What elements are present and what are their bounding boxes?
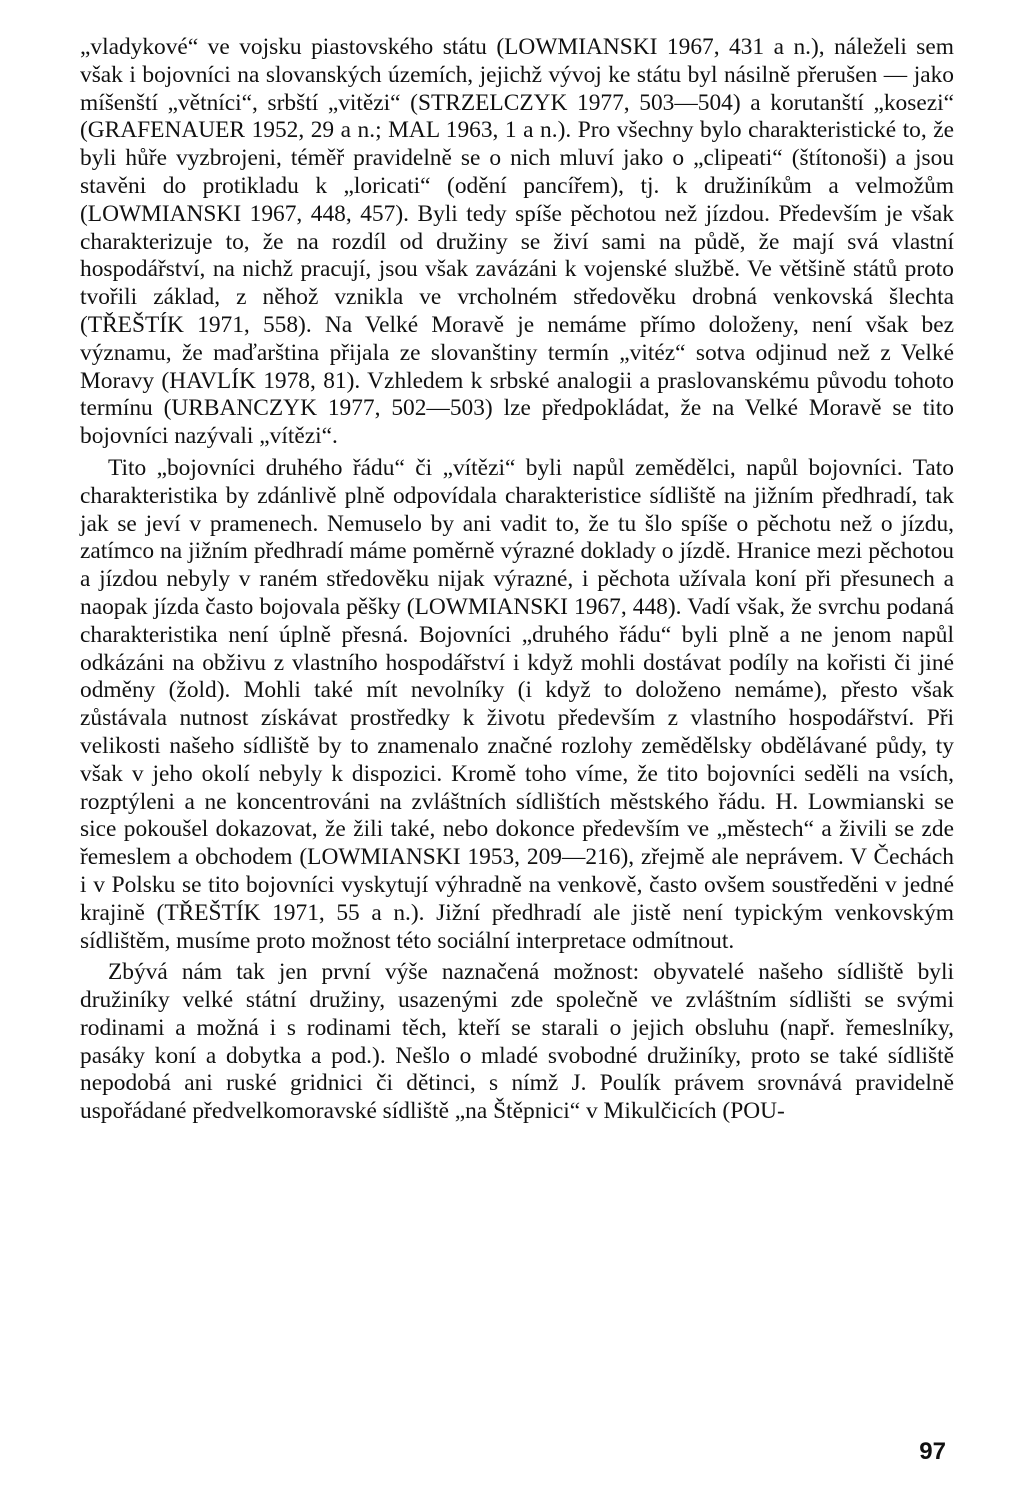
page-number: 97: [919, 1438, 946, 1465]
paragraph-3: Zbývá nám tak jen první výše naznačená možnost: obyvatelé našeho sídliště byli družiníky velké státní družiny, usazenými zde společně ve zvláštním sídlišti se svými rodinami a možná i s rodinami těch, kteří se starali o jejich obsluhu (např. řemeslníky, pasáky koní a dobytka a pod.). Nešlo o mladé svobodné družiníky, proto se také sídliště nepodobá ani ruské gridnici či dětinci, s nímž J. Poulík právem srovnává pravidelně uspořádané předvelkomoravské sídliště „na Štěpnici“ v Mikulčicích (POU-: [80, 959, 954, 1125]
paragraph-1: „vladykové“ ve vojsku piastovského státu (LOWMIANSKI 1967, 431 a n.), náleželi sem však i bojovníci na slovanských územích, jejichž vývoj ke státu byl násilně přerušen — jako míšenští „větníci“, srbští „vitězi“ (STRZELCZYK 1977, 503—504) a korutanští „kosezi“ (GRAFENAUER 1952, 29 a n.; MAL 1963, 1 a n.). Pro všechny bylo charakteristické to, že byli hůře vyzbrojeni, téměř pravidelně se o nich mluví jako o „clipeati“ (štítonoši) a jsou stavěni do protikladu k „loricati“ (odění pancířem), tj. k družiníkům a velmožům (LOWMIANSKI 1967, 448, 457). Byli tedy spíše pěchotou než jízdou. Především je však charakterizuje to, že na rozdíl od družiny se živí sami na půdě, že mají svá vlastní hospodářství, na nichž pracují, jsou však zavázáni k vojenské službě. Ve většině států proto tvořili základ, z něhož vznikla ve vrcholném středověku drobná venkovská šlechta (TŘEŠTÍK 1971, 558). Na Velké Moravě je nemáme přímo doloženy, není však bez významu, že maďarština přijala ze slovanštiny termín „vitéz“ sotva odjinud než z Velké Moravy (HAVLÍK 1978, 81). Vzhledem k srbské analogii a praslovanskému původu tohoto termínu (URBANCZYK 1977, 502—503) lze předpokládat, že na Velké Moravě se tito bojovníci nazývali „vítězi“.: [80, 34, 954, 450]
page-body: [80, 34, 954, 1126]
paragraph-2: Tito „bojovníci druhého řádu“ či „vítězi“ byli napůl zemědělci, napůl bojovníci. Tato charakteristika by zdánlivě plně odpovídala charakteristice sídliště na jižním předhradí, tak jak se jeví v pramenech. Nemuselo by ani vadit to, že tu šlo spíše o pěchotu než o jízdu, zatímco na jižním předhradí máme poměrně výrazné doklady o jízdě. Hranice mezi pěchotou a jízdou nebyly v raném středověku nijak výrazné, i pěchota užívala koní při přesunech a naopak jízda často bojovala pěšky (LOWMIANSKI 1967, 448). Vadí však, že svrchu podaná charakteristika není úplně přesná. Bojovníci „druhého řádu“ byli plně a ne jenom napůl odkázáni na obživu z vlastního hospodářství i když mohli dostávat podíly na kořisti či jiné odměny (žold). Mohli také mít nevolníky (i když to doloženo nemáme), přesto však zůstávala nutnost získávat prostředky k životu především z vlastního hospodářství. Při velikosti našeho sídliště by to znamenalo značné rozlohy zemědělsky obdělávané půdy, ty však v jeho okolí nebyly k dispozici. Kromě toho víme, že tito bojovníci seděli na vsích, rozptýleni a ne koncentrováni na zvláštních sídlištích městského řádu. H. Lowmianski se sice pokoušel dokazovat, že žili také, nebo dokonce především ve „městech“ a živili se zde řemeslem a obchodem (LOWMIANSKI 1953, 209—216), zřejmě ale neprávem. V Čechách i v Polsku se tito bojovníci vyskytují výhradně na venkově, často ovšem soustředěni v jedné krajině (TŘEŠTÍK 1971, 55 a n.). Jižní předhradí ale jistě není typickým venkovským sídlištěm, musíme proto možnost této sociální interpretace odmítnout.: [80, 454, 954, 954]
